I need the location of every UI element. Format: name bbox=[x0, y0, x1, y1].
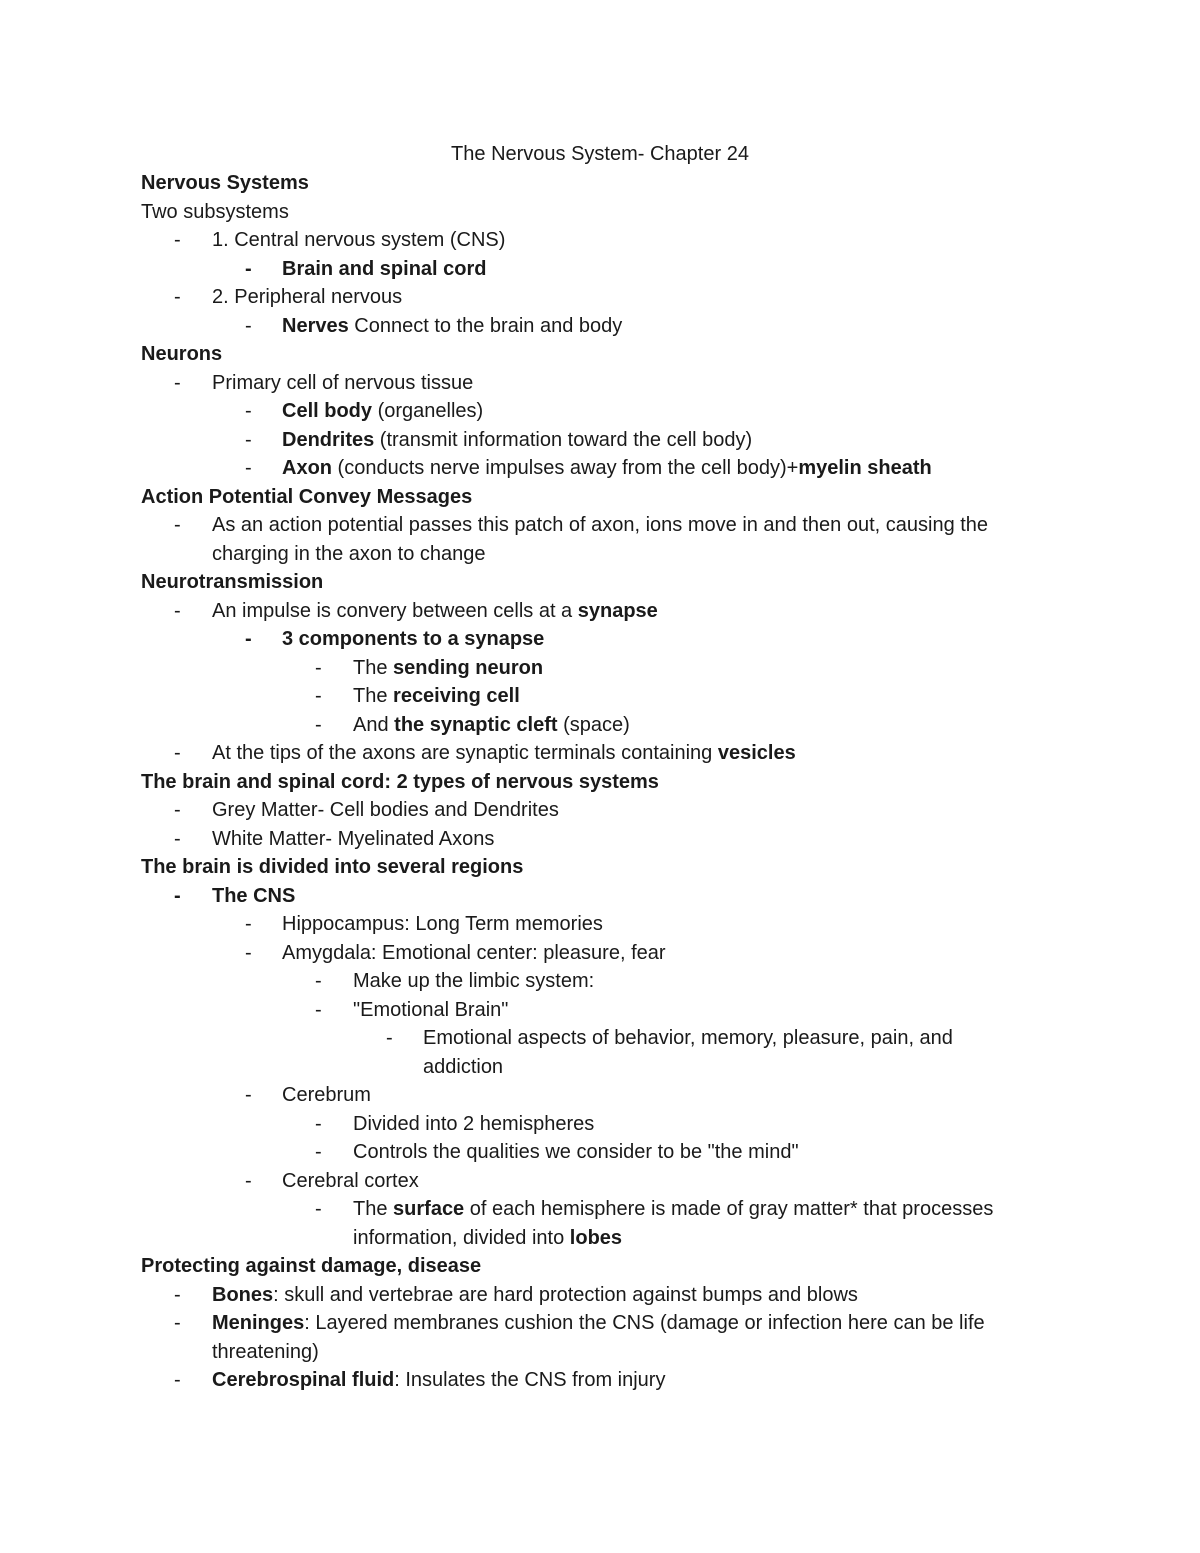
section-heading-brain-regions: The brain is divided into several regions bbox=[141, 856, 524, 878]
list-item bbox=[141, 454, 1061, 483]
bold-term: Meninges bbox=[212, 1312, 305, 1334]
list-item-text: (space) bbox=[557, 713, 630, 736]
bullet-dash: - bbox=[315, 713, 322, 736]
bullet-dash: - bbox=[245, 257, 252, 280]
bullet-dash: - bbox=[315, 1198, 322, 1220]
list-item bbox=[141, 397, 1061, 426]
list-item-text: Cerebrum bbox=[282, 1084, 371, 1106]
bold-term: synapse bbox=[577, 599, 658, 622]
bullet-dash: - bbox=[245, 400, 252, 422]
bullet-dash: - bbox=[245, 1084, 252, 1106]
list-item bbox=[141, 1366, 1061, 1395]
list-item bbox=[141, 825, 1061, 854]
list-item bbox=[141, 682, 1061, 711]
list-item-text: (organelles) bbox=[372, 400, 484, 422]
list-item bbox=[141, 939, 1061, 968]
list-item-text: At the tips of the axons are synaptic terminals containing bbox=[212, 742, 718, 764]
list-item bbox=[141, 1110, 1061, 1139]
list-item-text: The bbox=[353, 656, 394, 679]
list-item-text: The bbox=[353, 685, 394, 707]
list-item bbox=[141, 1309, 1061, 1338]
bullet-dash: - bbox=[174, 599, 181, 622]
section-heading-action-potential: Action Potential Convey Messages bbox=[141, 485, 473, 508]
list-item-text: 1. Central nervous system (CNS) bbox=[212, 229, 506, 251]
list-item bbox=[141, 312, 1061, 341]
list-item bbox=[141, 1081, 1061, 1110]
document-body bbox=[141, 169, 1061, 1395]
list-item-text: Primary cell of nervous tissue bbox=[212, 371, 474, 394]
page-title: The Nervous System- Chapter 24 bbox=[451, 143, 749, 165]
section-heading-neurons: Neurons bbox=[141, 343, 223, 365]
list-item-continuation bbox=[141, 1338, 1061, 1367]
list-item bbox=[141, 654, 1061, 683]
list-item bbox=[141, 1195, 1061, 1224]
bullet-dash: - bbox=[315, 656, 322, 679]
list-item-text: The bbox=[353, 1198, 394, 1220]
list-item bbox=[141, 910, 1061, 939]
bold-term: Cell body bbox=[282, 400, 373, 422]
section-heading-protecting: Protecting against damage, disease bbox=[141, 1255, 482, 1277]
bullet-dash: - bbox=[245, 941, 252, 964]
bold-term: receiving cell bbox=[393, 685, 520, 707]
bullet-dash: - bbox=[315, 685, 322, 707]
bullet-dash: - bbox=[386, 1027, 393, 1049]
list-item bbox=[141, 1024, 1061, 1053]
bullet-dash: - bbox=[174, 827, 181, 850]
bullet-dash: - bbox=[174, 884, 181, 907]
list-item-text: (conducts nerve impulses away from the cell body)+ bbox=[332, 457, 799, 479]
list-item-text: information, divided into bbox=[353, 1226, 570, 1249]
bullet-dash: - bbox=[174, 1283, 181, 1306]
list-item-text: Connect to the brain and body bbox=[348, 314, 623, 337]
bullet-dash: - bbox=[315, 998, 322, 1021]
bold-term: Axon bbox=[282, 457, 332, 479]
list-item-text: An impulse is convery between cells at a bbox=[212, 599, 578, 622]
list-item bbox=[141, 882, 1061, 911]
bullet-dash: - bbox=[245, 628, 252, 650]
section-heading-brain-spinal-cord: The brain and spinal cord: 2 types of nervous systems bbox=[141, 770, 659, 793]
bullet-dash: - bbox=[245, 428, 252, 451]
list-item-text: Controls the qualities we consider to be "the mind" bbox=[353, 1141, 799, 1163]
bullet-dash: - bbox=[174, 514, 181, 536]
list-item-text: Divided into 2 hemispheres bbox=[353, 1112, 595, 1135]
bold-term: lobes bbox=[569, 1226, 623, 1249]
bold-term: Dendrites bbox=[282, 428, 375, 451]
text-line: Two subsystems bbox=[141, 200, 289, 223]
list-item-continuation bbox=[141, 540, 1061, 569]
list-item-text: threatening) bbox=[212, 1340, 319, 1363]
list-item-text: : Layered membranes cushion the CNS (damage or infection here can be life bbox=[304, 1312, 985, 1334]
bullet-dash: - bbox=[315, 1141, 322, 1163]
list-item-text: Brain and spinal cord bbox=[282, 257, 487, 280]
bullet-dash: - bbox=[174, 286, 181, 308]
bold-term: the synaptic cleft bbox=[394, 713, 558, 736]
list-item-continuation bbox=[141, 1224, 1061, 1253]
bullet-dash: - bbox=[174, 229, 181, 251]
bullet-dash: - bbox=[315, 970, 322, 992]
list-item bbox=[141, 1138, 1061, 1167]
list-item bbox=[141, 739, 1061, 768]
list-item-text: As an action potential passes this patch of axon, ions move in and then out, causing the bbox=[212, 514, 989, 536]
list-item bbox=[141, 255, 1061, 284]
section-heading-nervous-systems: Nervous Systems bbox=[141, 172, 309, 194]
bold-term: Cerebrospinal fluid bbox=[212, 1369, 395, 1391]
list-item-text: charging in the axon to change bbox=[212, 542, 486, 565]
list-item-text: (transmit information toward the cell body) bbox=[374, 428, 753, 451]
list-item-text: The CNS bbox=[212, 884, 296, 907]
list-item bbox=[141, 283, 1061, 312]
list-item bbox=[141, 511, 1061, 540]
bullet-dash: - bbox=[245, 913, 252, 935]
list-item bbox=[141, 426, 1061, 455]
list-item-text: : skull and vertebrae are hard protection against bumps and blows bbox=[273, 1283, 858, 1306]
list-item bbox=[141, 967, 1061, 996]
list-item bbox=[141, 369, 1061, 398]
list-item-text: 3 components to a synapse bbox=[282, 628, 545, 650]
bold-term: Nerves bbox=[282, 314, 349, 337]
list-item-text: And bbox=[353, 713, 395, 736]
bullet-dash: - bbox=[174, 1312, 181, 1334]
list-item-text: Emotional aspects of behavior, memory, pleasure, pain, and bbox=[423, 1027, 953, 1049]
bullet-dash: - bbox=[174, 799, 181, 821]
list-item bbox=[141, 1167, 1061, 1196]
bullet-dash: - bbox=[245, 457, 252, 479]
list-item-text: "Emotional Brain" bbox=[353, 998, 509, 1021]
list-item-text: 2. Peripheral nervous bbox=[212, 286, 403, 308]
bullet-dash: - bbox=[315, 1112, 322, 1135]
list-item bbox=[141, 711, 1061, 740]
list-item-text: Make up the limbic system: bbox=[353, 970, 595, 992]
bullet-dash: - bbox=[174, 742, 181, 764]
list-item-text: White Matter- Myelinated Axons bbox=[212, 827, 495, 850]
bold-term: Bones bbox=[212, 1283, 274, 1306]
bullet-dash: - bbox=[174, 371, 181, 394]
bold-term: vesicles bbox=[717, 742, 796, 764]
list-item-continuation bbox=[141, 1053, 1061, 1082]
list-item bbox=[141, 597, 1061, 626]
list-item bbox=[141, 996, 1061, 1025]
bold-term: surface bbox=[393, 1198, 465, 1220]
list-item-text: of each hemisphere is made of gray matter* that processes bbox=[464, 1198, 994, 1220]
list-item bbox=[141, 226, 1061, 255]
list-item bbox=[141, 625, 1061, 654]
list-item-text: Grey Matter- Cell bodies and Dendrites bbox=[212, 799, 559, 821]
list-item-text: Cerebral cortex bbox=[282, 1169, 419, 1192]
bullet-dash: - bbox=[245, 314, 252, 337]
bullet-dash: - bbox=[245, 1169, 252, 1192]
bullet-dash: - bbox=[174, 1369, 181, 1391]
list-item-text: Amygdala: Emotional center: pleasure, fear bbox=[282, 941, 666, 964]
bold-term: sending neuron bbox=[393, 656, 544, 679]
list-item-text: : Insulates the CNS from injury bbox=[394, 1369, 666, 1391]
section-heading-neurotransmission: Neurotransmission bbox=[141, 571, 324, 593]
list-item bbox=[141, 1281, 1061, 1310]
list-item-text: addiction bbox=[423, 1055, 504, 1078]
bold-term: myelin sheath bbox=[798, 457, 932, 479]
list-item-text: Hippocampus: Long Term memories bbox=[282, 913, 603, 935]
list-item bbox=[141, 796, 1061, 825]
